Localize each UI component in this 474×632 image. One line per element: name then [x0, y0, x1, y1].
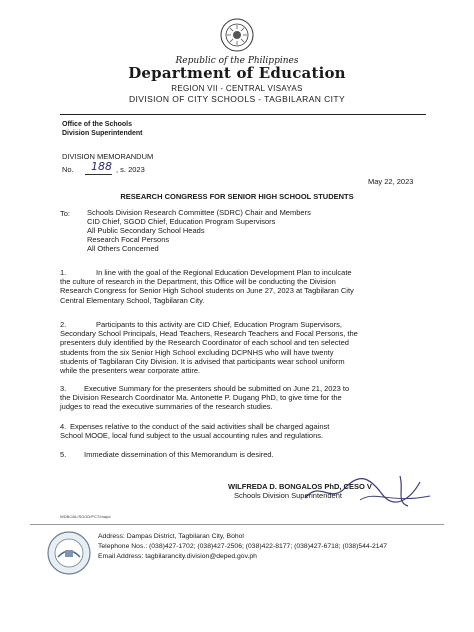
paragraph-number: 4.: [60, 422, 67, 431]
paragraph-4: [60, 422, 420, 440]
recipient-item: Schools Division Research Committee (SDRC) Chair and Members: [87, 208, 311, 217]
paragraph-line: Immediate dissemination of this Memorandum is desired.: [84, 450, 274, 459]
recipient-item: All Others Concerned: [87, 243, 159, 253]
paragraph-line: presenters duly identified by the Research Coordinator of each school and ten selected: [60, 338, 349, 348]
region-heading: REGION VII - CENTRAL VISAYAS: [171, 84, 303, 93]
paragraph-number: 3.: [60, 384, 67, 393]
recipient-list: [87, 209, 311, 254]
paragraph-number: 1.: [60, 268, 67, 277]
paragraph-line: Central Elementary School, Tagbilaran City.: [60, 295, 205, 305]
memo-series: , s. 2023: [116, 165, 145, 174]
paragraph-line: while the presenters wear corporate attire.: [60, 366, 201, 376]
memo-no-label: No.: [62, 165, 74, 174]
to-label: To:: [60, 209, 71, 218]
paragraph-line: judges to read the executive summaries of the research studies.: [60, 402, 273, 412]
paragraph-line: students from the six Senior High School excluding DCPNHS who will have twenty: [60, 347, 334, 357]
memo-title: RESEARCH CONGRESS FOR SENIOR HIGH SCHOOL STUDENTS: [120, 192, 354, 201]
memo-number-underline: [85, 174, 112, 175]
paragraph-number: 2.: [60, 320, 67, 329]
signatory-name: WILFREDA D. BONGALOS PhD, CESO V: [228, 482, 372, 491]
office-line-1: Office of the Schools: [62, 121, 133, 128]
memo-date: May 22, 2023: [368, 177, 414, 186]
division-heading: DIVISION OF CITY SCHOOLS - TAGBILARAN CITY: [128, 94, 346, 104]
paragraph-line: Executive Summary for the presenters should be submitted on June 21, 2023 to: [84, 384, 350, 393]
paragraph-line: the Division Research Coordinator Ma. Antonette P. Dugang PhD, to give time for the: [60, 393, 342, 403]
footer-telephone: Telephone Nos.: (038)427-1702; (038)427-2506; (038)422-8177; (038)427-6718; (038)544-2147: [98, 543, 388, 550]
paragraph-line: students of Tagbilaran City Division. It is advised that participants wear school uniform: [60, 356, 345, 366]
paragraph-1: [60, 268, 420, 305]
deped-seal-icon: [220, 18, 254, 52]
paragraph-line: Expenses relative to the conduct of the said activities shall be charged against: [70, 422, 330, 431]
division-logo-icon: [46, 530, 92, 576]
republic-heading: Republic of the Philippines: [175, 56, 299, 66]
footer-email: Email Address: tagbilarancity.division@deped.gov.ph: [98, 553, 257, 560]
recipient-item: CID Chief, SGOD Chief, Education Program Supervisors: [87, 216, 276, 226]
footer-divider: [30, 524, 444, 525]
recipient-item: All Public Secondary School Heads: [87, 225, 205, 235]
recipient-item: Research Focal Persons: [87, 234, 170, 244]
header-divider: [60, 114, 426, 115]
reference-initials: WDB/JAL/SGOD/PCT/mapd: [60, 514, 111, 519]
office-block: [62, 120, 143, 138]
department-heading: Department of Education: [128, 64, 346, 82]
signature-block: [228, 482, 372, 500]
paragraph-5: [60, 450, 420, 459]
paragraph-2: [60, 320, 420, 375]
paragraph-3: [60, 384, 420, 412]
paragraph-line: School MOOE, local fund subject to the usual accounting rules and regulations.: [60, 431, 324, 441]
paragraph-line: Research Congress for Senior High School students on June 27, 2023 at Tagbilaran City: [60, 286, 354, 296]
memo-label: DIVISION MEMORANDUM: [62, 152, 154, 161]
paragraph-line: In line with the goal of the Regional Education Development Plan to inculcate: [96, 268, 352, 277]
paragraph-number: 5.: [60, 450, 67, 459]
signatory-title: Schools Division Superintendent: [234, 491, 342, 500]
footer-address: Address: Dampas District, Tagbilaran City, Bohol: [98, 533, 244, 540]
paragraph-line: Secondary School Principals, Head Teachers, Research Teachers and Focal Persons, the: [60, 329, 358, 339]
memo-number: 188: [91, 160, 112, 173]
paragraph-line: Participants to this activity are CID Chief, Education Program Supervisors,: [96, 320, 342, 329]
paragraph-line: the culture of research in the Department, this Office will be conducting the Division: [60, 277, 336, 287]
office-line-2: Division Superintendent: [62, 130, 143, 137]
